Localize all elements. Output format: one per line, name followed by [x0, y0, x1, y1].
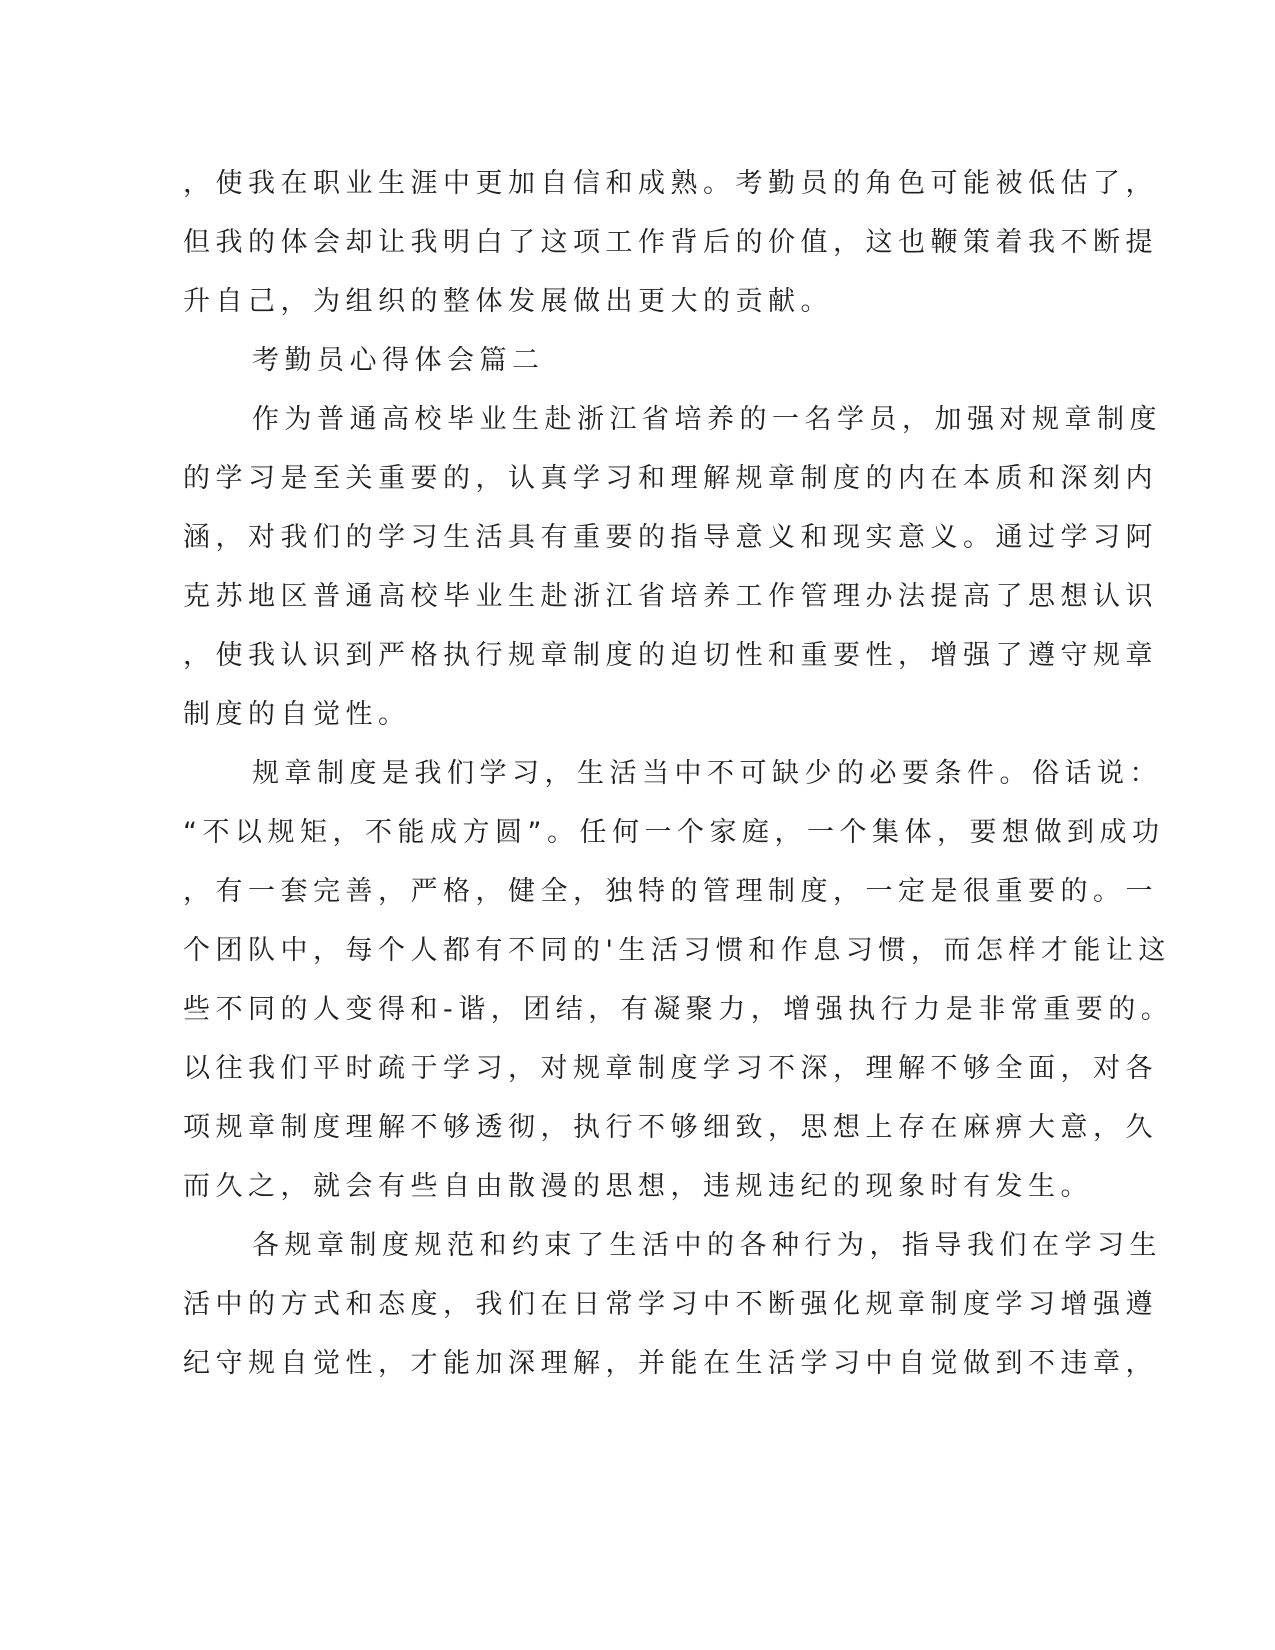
paragraph-line: 些不同的人变得和-谐，团结，有凝聚力，增强执行力是非常重要的。 — [183, 994, 1174, 1025]
paragraph-line: ，有一套完善，严格，健全，独特的管理制度，一定是很重要的。一 — [183, 876, 1158, 907]
paragraph-line: 涵，对我们的学习生活具有重要的指导意义和现实意义。通过学习阿 — [183, 522, 1158, 553]
paragraph-line: 活中的方式和态度，我们在日常学习中不断强化规章制度学习增强遵 — [183, 1289, 1158, 1320]
paragraph-line: 规章制度是我们学习，生活当中不可缺少的必要条件。俗话说： — [252, 758, 1162, 789]
paragraph-line: 项规章制度理解不够透彻，执行不够细致，思想上存在麻痹大意，久 — [183, 1112, 1158, 1143]
paragraph-line: 纪守规自觉性，才能加深理解，并能在生活学习中自觉做到不违章， — [183, 1348, 1158, 1379]
paragraph-line: ，使我在职业生涯中更加自信和成熟。考勤员的角色可能被低估了， — [183, 168, 1158, 199]
paragraph-line: “不以规矩，不能成方圆”。任何一个家庭，一个集体，要想做到成功 — [183, 817, 1165, 848]
paragraph-line: 而久之，就会有些自由散漫的思想，违规违纪的现象时有发生。 — [183, 1171, 1093, 1202]
paragraph-line: 但我的体会却让我明白了这项工作背后的价值，这也鞭策着我不断提 — [183, 227, 1158, 258]
paragraph-line: 制度的自觉性。 — [183, 699, 411, 730]
section-heading: 考勤员心得体会篇二 — [252, 345, 545, 376]
paragraph-line: 各规章制度规范和约束了生活中的各种行为，指导我们在学习生 — [252, 1230, 1162, 1261]
paragraph-line: 升自己，为组织的整体发展做出更大的贡献。 — [183, 286, 833, 317]
paragraph-line: 以往我们平时疏于学习，对规章制度学习不深，理解不够全面，对各 — [183, 1053, 1158, 1084]
paragraph-line: 作为普通高校毕业生赴浙江省培养的一名学员，加强对规章制度 — [252, 404, 1162, 435]
paragraph-line: ，使我认识到严格执行规章制度的迫切性和重要性，增强了遵守规章 — [183, 640, 1158, 671]
paragraph-line: 克苏地区普通高校毕业生赴浙江省培养工作管理办法提高了思想认识 — [183, 581, 1158, 612]
paragraph-line: 个团队中，每个人都有不同的'生活习惯和作息习惯，而怎样才能让这 — [183, 935, 1171, 966]
paragraph-line: 的学习是至关重要的，认真学习和理解规章制度的内在本质和深刻内 — [183, 463, 1158, 494]
